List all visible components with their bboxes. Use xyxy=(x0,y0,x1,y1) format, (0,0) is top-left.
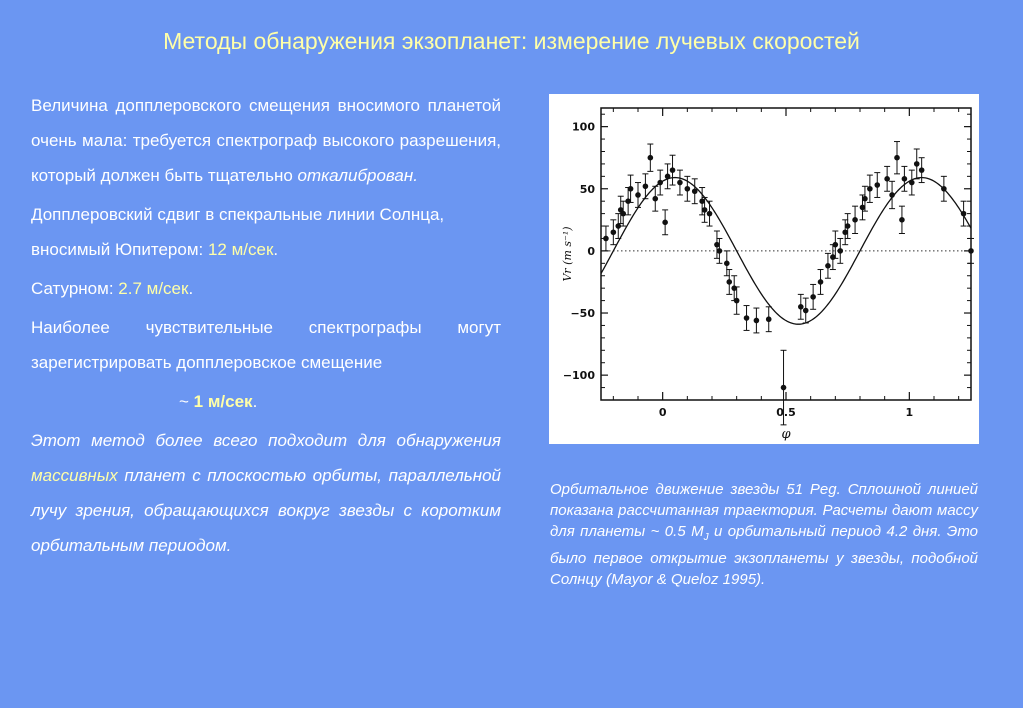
data-point xyxy=(862,196,868,202)
calibrated-italic: откалиброван. xyxy=(297,166,418,185)
jupiter-value: 12 м/сек xyxy=(207,240,274,259)
data-point xyxy=(874,182,880,188)
data-point xyxy=(837,248,843,254)
data-point xyxy=(611,229,617,235)
data-point xyxy=(699,198,705,204)
data-point xyxy=(842,229,848,235)
data-point xyxy=(707,211,713,217)
x-axis-label: φ xyxy=(781,427,791,442)
x-tick-label: 0.5 xyxy=(776,406,796,419)
data-point xyxy=(867,186,873,192)
paragraph-text: ~ xyxy=(179,392,194,411)
data-point xyxy=(726,279,732,285)
slide-title: Методы обнаружения экзопланет: измерение лучевых скоростей xyxy=(163,28,860,54)
y-tick-label: 100 xyxy=(572,120,595,134)
y-axis-label: Vr (m s⁻¹) xyxy=(561,226,574,282)
data-point xyxy=(884,176,890,182)
data-layer xyxy=(601,142,974,425)
x-tick-label: 0 xyxy=(658,406,667,419)
data-point xyxy=(810,294,816,300)
paragraph-text: Этот метод более всего подходит для обнаружения xyxy=(31,431,501,450)
data-point xyxy=(860,205,866,211)
punct: . xyxy=(252,392,258,411)
data-point xyxy=(968,248,974,254)
data-point xyxy=(635,192,641,198)
data-point xyxy=(702,207,708,213)
data-point xyxy=(692,188,698,194)
data-point xyxy=(677,180,683,186)
data-point xyxy=(628,186,634,192)
y-tick-label: −100 xyxy=(562,369,595,383)
massive-highlight: массивных xyxy=(31,466,118,485)
data-point xyxy=(766,316,772,322)
data-point xyxy=(781,385,787,391)
data-point xyxy=(899,217,905,223)
precision-value: 1 м/сек xyxy=(193,392,253,411)
data-point xyxy=(662,220,668,226)
axes-layer xyxy=(563,108,971,419)
punct: . xyxy=(273,240,279,259)
data-point xyxy=(830,254,836,260)
data-point xyxy=(941,186,947,192)
saturn-value: 2.7 м/сек xyxy=(118,279,189,298)
radial-velocity-chart xyxy=(549,94,979,444)
data-point xyxy=(670,167,676,173)
paragraph-method xyxy=(31,423,501,563)
data-point xyxy=(714,242,720,248)
data-point xyxy=(902,176,908,182)
punct: . xyxy=(188,279,194,298)
paragraph-text: Допплеровский сдвиг в спекральные линии Солнца, вносимый Юпитером: xyxy=(31,205,445,259)
data-point xyxy=(818,279,824,285)
paragraph-precision xyxy=(31,384,501,419)
data-point xyxy=(845,223,851,229)
data-point xyxy=(717,248,723,254)
data-point xyxy=(648,155,654,161)
data-point xyxy=(603,236,609,242)
data-point xyxy=(833,242,839,248)
chart-svg xyxy=(549,94,979,444)
data-point xyxy=(852,217,858,223)
paragraph-text: Сатурном: xyxy=(31,279,119,298)
paragraph-sensitivity: Наиболее чувствительные спектрографы могут зарегистрировать допплеровское смещение xyxy=(31,318,501,372)
paragraph-text: Величина допплеровского смещения вносимого планетой очень мала: требуется спектрограф высокого разрешения, который должен быть тщательно xyxy=(31,96,501,185)
y-tick-label: 0 xyxy=(587,244,595,258)
data-point xyxy=(665,174,671,180)
y-tick-label: −50 xyxy=(570,307,595,321)
data-point xyxy=(652,196,658,202)
data-point xyxy=(909,180,915,186)
data-point xyxy=(744,315,750,321)
caption-text: Орбитальное движение звезды 51 Peg. Сплошной линией показана рассчитанная траектория. Расчеты дают массу для планеты ~ 0.5 M xyxy=(550,481,978,540)
data-point xyxy=(825,263,831,269)
data-point xyxy=(731,285,737,291)
data-point xyxy=(685,186,691,192)
caption-text: и орбитальный период 4.2 дня. Это было первое открытие экзопланеты у звезды, подобной Солнцу (Mayor & Queloz 1995). xyxy=(550,523,978,588)
caption-subscript: J xyxy=(703,532,709,543)
paragraph-text: планет с плоскостью орбиты, параллельной лучу зрения, обращающихся вокруг звезды с коротким орбитальным периодом. xyxy=(31,466,501,555)
data-point xyxy=(724,261,730,267)
data-point xyxy=(919,167,925,173)
y-tick-label: 50 xyxy=(579,182,595,196)
data-point xyxy=(643,183,649,189)
data-point xyxy=(894,155,900,161)
data-point xyxy=(889,192,895,198)
paragraph-saturn xyxy=(31,271,501,306)
data-point xyxy=(657,180,663,186)
data-point xyxy=(625,198,631,204)
left-text-column xyxy=(31,88,501,567)
data-point xyxy=(620,211,626,217)
paragraph-calibration xyxy=(31,88,501,193)
plot-frame xyxy=(601,108,971,400)
data-point xyxy=(803,308,809,314)
data-point xyxy=(734,298,740,304)
paragraph-jupiter xyxy=(31,197,501,267)
data-point xyxy=(914,161,920,167)
data-point xyxy=(754,318,760,324)
figure-caption xyxy=(550,479,978,590)
data-point xyxy=(798,304,804,310)
data-point xyxy=(961,211,967,217)
x-tick-label: 1 xyxy=(905,406,914,419)
